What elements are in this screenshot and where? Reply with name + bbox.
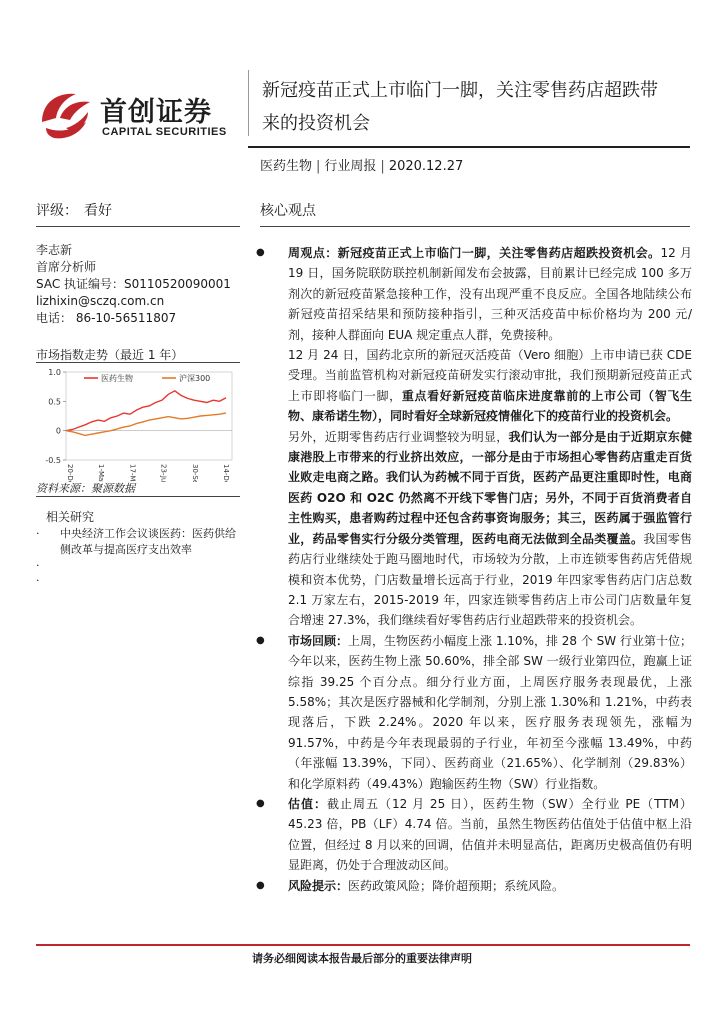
- capital-securities-logo-icon: [36, 88, 94, 142]
- analyst-phone: 电话： 86-10-56511807: [36, 311, 177, 325]
- market-review-body: 上周，生物医药小幅度上涨 1.10%，排 28 个 SW 行业第十位；今年以来，医药生物上涨 50.60%，排全部 SW 一级行业第四位，跑赢上证综指 39.25 个百分点。细分行业方面，上周医疗服务表现最优，上涨 5.58%；其次是医疗器械和化学制剂，分别上涨 1.30%和 1.21%，中药表现落后，下跌 2.24%。2020 年以来，医疗服务表现领先，涨幅为 91.57%，中药是今年表现最弱的子行业，年初至今涨幅 13.49%，中药（年涨幅 13.39%，下同）、医药商业（21.65%）、化学制剂（29.83%）和化学原料药（49.43%）跑输医药生物（SW）行业指数。: [288, 633, 692, 791]
- chart-title-rule: [36, 362, 240, 363]
- bullet-icon: ●: [256, 247, 265, 258]
- market-review-paragraph: [256, 631, 692, 794]
- market-review-lead: 市场回顾：: [288, 633, 349, 648]
- analyst-name: 李志新: [36, 243, 73, 257]
- core-views-rule: [260, 226, 690, 227]
- related-research-item[interactable]: [36, 573, 246, 588]
- logo-chinese-name: 首创证券: [100, 97, 212, 128]
- sector-label: 医药生物: [260, 159, 313, 174]
- list-bullet: ·: [36, 574, 40, 587]
- rating-rule: [36, 226, 240, 227]
- risk-body: 医药政策风险；降价超预期；系统风险。: [348, 878, 565, 893]
- vaccine-highlight: 重点看好新冠疫苗临床进度靠前的上市公司（智飞生物、康希诺生物），同时看好全球新冠疫情催化下的疫苗行业的投资机会。: [288, 388, 692, 424]
- related-research-list: [36, 526, 246, 588]
- analyst-info: [36, 242, 246, 327]
- chart-source: 资料来源：聚源数据: [36, 482, 135, 495]
- rating-label: 评级：: [36, 203, 78, 219]
- report-type-label: 行业周报: [324, 159, 377, 174]
- valuation-body: 截止周五（12 月 25 日），医药生物（SW）全行业 PE（TTM）45.23 倍，PB（LF）4.74 倍。当前，虽然生物医药估值处于估值中枢上沿位置，但经过 8 月以来的回调，估值并未明显高估，距离历史极高值仍有明显距离，仍处于合理波动区间。: [288, 796, 692, 873]
- x-tick-label: 20-Dec: [66, 464, 74, 482]
- rating-value: 看好: [84, 203, 112, 219]
- analyst-title: 首席分析师: [36, 260, 97, 274]
- footer-rule: [36, 944, 690, 946]
- bullet-icon: ●: [256, 879, 265, 891]
- series-line-1: [66, 391, 226, 431]
- rating: [36, 200, 112, 220]
- related-research-item[interactable]: [36, 526, 246, 558]
- chart-source-rule: [36, 496, 240, 497]
- report-date: 2020.12.27: [388, 159, 464, 174]
- chart-title: 市场指数走势（最近 1 年）: [36, 348, 184, 362]
- y-tick-label: -0.5: [45, 456, 61, 465]
- list-bullet: ·: [36, 559, 40, 572]
- list-bullet: ·: [36, 527, 40, 540]
- report-meta: [260, 155, 463, 174]
- bullet-icon: ●: [256, 634, 265, 646]
- risk-lead: 风险提示：: [288, 878, 349, 893]
- bullet-icon: ●: [256, 797, 265, 809]
- analyst-email[interactable]: lizhixin@sczq.com.cn: [36, 294, 165, 308]
- legend-label: 医药生物: [101, 374, 133, 383]
- x-tick-label: 17-May: [128, 464, 137, 482]
- pharmacy-text-pre: 另外，近期零售药店行业调整较为明显，: [288, 429, 509, 444]
- series-line-2: [66, 413, 226, 435]
- y-tick-label: 1.0: [48, 368, 61, 377]
- legend-label: 沪深300: [179, 374, 211, 383]
- header-divider: [248, 70, 249, 136]
- related-research-text: 中央经济工作会议谈医药：医药供给侧改革与提高医疗支出效率: [60, 527, 236, 556]
- y-tick-label: 0.5: [48, 397, 61, 407]
- related-research-title: 相关研究: [46, 510, 95, 524]
- related-research-item[interactable]: [36, 558, 246, 573]
- x-tick-label: 14-Dec: [222, 464, 230, 482]
- pharmacy-text-post: 我国零售药店行业继续处于跑马圈地时代，市场较为分散，上市连锁零售药店凭借规模和资本优势，门店数量增长远高于行业，2019 年四家零售药店门店总数 2.1 万家左右，2015-2019 年，四家连锁零售药店上市公司门店数量年复合增速 27.3%，我们继续看好零售药店行业超跌带来的投资机会。: [288, 531, 692, 628]
- core-views-body: [256, 243, 692, 896]
- header-rule: [248, 146, 690, 148]
- weekly-view-paragraph: [256, 243, 692, 345]
- meta-separator: |: [380, 159, 385, 174]
- market-index-chart: [36, 364, 240, 484]
- y-tick-label: 0: [55, 426, 61, 436]
- company-logo: [36, 88, 246, 144]
- analyst-sac-number: SAC 执证编号：S0110520090001: [36, 277, 231, 291]
- market-index-chart-svg: [36, 364, 240, 482]
- report-title-line-2: 来的投资机会: [262, 113, 370, 134]
- report-title: [262, 74, 702, 140]
- pharmacy-highlight: 我们认为一部分是由于近期京东健康港股上市带来的行业挤出效应，一部分是由于市场担心零售药店重走百货业败走电商之路。我们认为药械不同于百货，医药产品更注重即时性，电商医药 O2O 和 O2C 仍然离不开线下零售门店；另外，不同于百货消费者自主性购买，患者购药过程中还包含药事资询服务；其三，医药属于强监管行业，药品零售实行分级分类管理，医药电商无法做到全品类覆盖。: [288, 429, 692, 546]
- x-tick-label: 1-Mar: [97, 464, 106, 482]
- core-views-title: 核心观点: [260, 203, 316, 219]
- x-tick-label: 23-Jul: [159, 464, 168, 482]
- weekly-view-lead: 周观点：新冠疫苗正式上市临门一脚，关注零售药店超跌投资机会。: [288, 246, 661, 260]
- pharmacy-paragraph: [264, 427, 692, 631]
- legal-disclaimer: 请务必细阅读本报告最后部分的重要法律声明: [252, 952, 472, 965]
- report-title-line-1: 新冠疫苗正式上市临门一脚，关注零售药店超跌带: [262, 80, 658, 101]
- vaccine-text: 12 月 24 日，国药北京所的新冠灭活疫苗（Vero 细胞）上市申请已获 CDE 受理。当前监管机构对新冠疫苗研发实行滚动审批，我们预期新冠疫苗正式上市即将临门一脚，: [288, 348, 692, 403]
- meta-separator: |: [316, 159, 321, 174]
- weekly-view-body: 12 月 19 日，国务院联防联控机制新闻发布会披露，目前累计已经完成 100 多万剂次的新冠疫苗紧急接种工作，没有出现严重不良反应。全国各地陆续公布新冠疫苗招采结果和预防接种指引，三种灭活疫苗中标价格均为 200 元/剂，接种人群面向 EUA 规定重点人群，免费接种。: [288, 246, 692, 342]
- logo-english-name: CAPITAL SECURITIES: [102, 126, 227, 138]
- valuation-lead: 估值：: [288, 796, 328, 811]
- valuation-paragraph: [256, 794, 692, 876]
- x-tick-label: 30-Sep: [190, 464, 199, 482]
- risk-paragraph: [256, 876, 692, 896]
- vaccine-paragraph: [264, 345, 692, 427]
